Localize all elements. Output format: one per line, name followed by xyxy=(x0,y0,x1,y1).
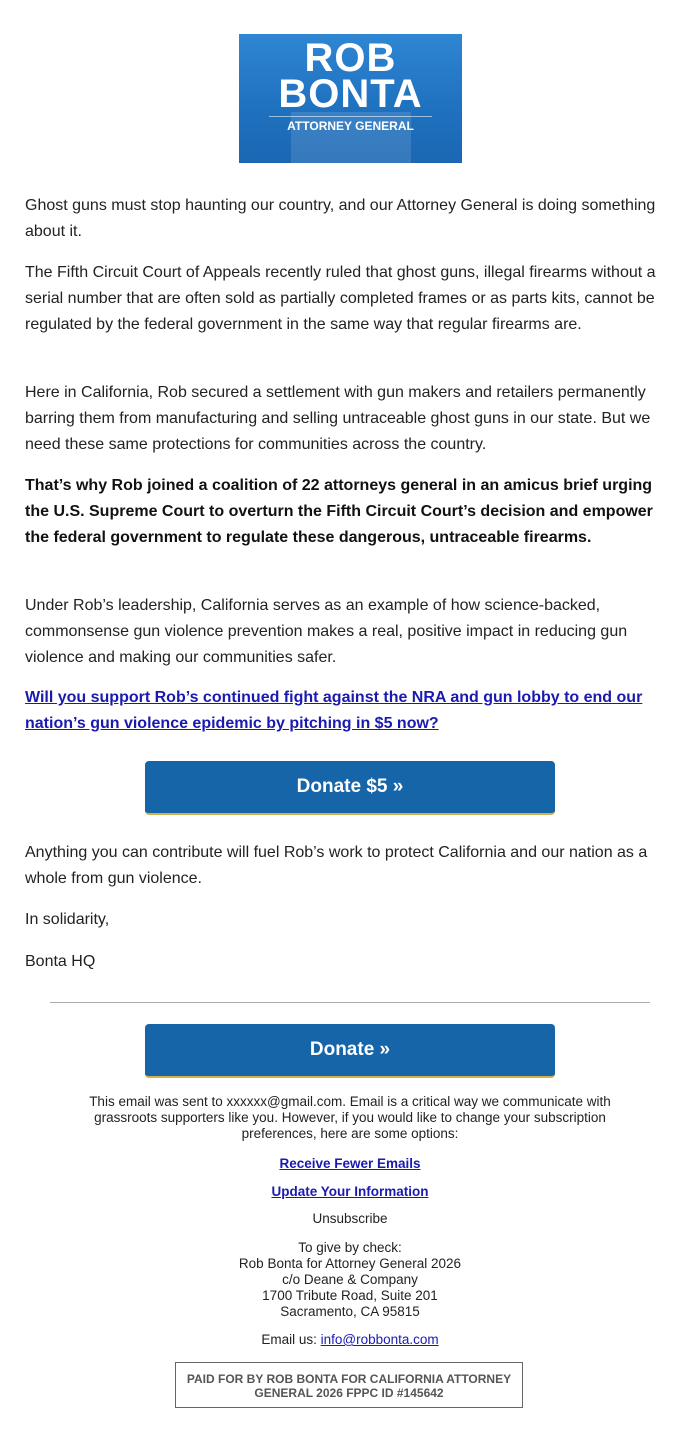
signature xyxy=(25,949,677,975)
check-address-block xyxy=(60,1240,640,1320)
paragraph-2 xyxy=(25,260,677,338)
logo-line-attorney-general: ATTORNEY GENERAL xyxy=(269,116,432,133)
logo-line-bonta: BONTA xyxy=(278,72,423,116)
check-line-1: To give by check: xyxy=(298,1240,402,1255)
footer-email-us xyxy=(60,1332,640,1348)
check-line-3: c/o Deane & Company xyxy=(282,1272,418,1287)
paragraph-1 xyxy=(25,193,677,245)
paragraph-1-text: Ghost guns must stop haunting our country, and our Attorney General is doing something about it. xyxy=(25,197,656,240)
signoff-text: In solidarity, xyxy=(25,911,110,928)
paragraph-3-text: Here in California, Rob secured a settlement with gun makers and retailers permanently barring them from manufacturing and selling untraceable ghost guns in our state. But we need these same protections for communities across the country. xyxy=(25,384,651,453)
donate-button[interactable]: Donate » xyxy=(145,1024,555,1078)
cta-donate-link[interactable]: Will you support Rob’s continued fight against the NRA and gun lobby to end our nation’s gun violence epidemic by pitching in $5 now? xyxy=(25,689,643,732)
email-us-label: Email us: xyxy=(261,1332,317,1347)
cta-paragraph xyxy=(25,685,677,737)
paragraph-4-text: That’s why Rob joined a coalition of 22 attorneys general in an amicus brief urging the U.S. Supreme Court to overturn the Fifth Circuit Court’s decision and empower the federal government to regulate these dangerous, untraceable firearms. xyxy=(25,477,653,546)
paragraph-2-text: The Fifth Circuit Court of Appeals recently ruled that ghost guns, illegal firearms without a serial number that are often sold as partially completed frames or as parts kits, cannot be regulated by the federal government in the same way that regular firearms are. xyxy=(25,264,656,333)
signature-text: Bonta HQ xyxy=(25,953,96,970)
after-paragraph xyxy=(25,840,677,892)
footer-fewer-emails xyxy=(60,1156,640,1172)
after-paragraph-text: Anything you can contribute will fuel Rob’s work to protect California and our nation as a whole from gun violence. xyxy=(25,844,648,887)
paid-for-disclaimer: PAID FOR BY ROB BONTA FOR CALIFORNIA ATTORNEY GENERAL 2026 FPPC ID #145642 xyxy=(175,1362,523,1408)
donate-5-button[interactable]: Donate $5 » xyxy=(145,761,555,815)
signoff xyxy=(25,907,677,933)
footer-update-info xyxy=(60,1184,640,1200)
paragraph-3 xyxy=(25,380,677,458)
rob-bonta-logo xyxy=(239,34,462,163)
paragraph-4-bold xyxy=(25,473,677,551)
update-your-information-link[interactable]: Update Your Information xyxy=(271,1184,429,1199)
check-line-4: 1700 Tribute Road, Suite 201 xyxy=(262,1288,438,1303)
check-line-2: Rob Bonta for Attorney General 2026 xyxy=(238,1256,462,1271)
paragraph-5 xyxy=(25,593,677,671)
logo-line-rob: ROB xyxy=(304,36,397,80)
paragraph-5-text: Under Rob’s leadership, California serves as an example of how science-backed, commonsense gun violence prevention makes a real, positive impact in reducing gun violence and making our communities safer. xyxy=(25,597,628,666)
footer-notice: This email was sent to xxxxxx@gmail.com. Email is a critical way we communicate with grassroots supporters like you. However, if you would like to change your subscription preferences, here are some options: xyxy=(89,1094,611,1141)
unsubscribe-link[interactable]: Unsubscribe xyxy=(312,1211,388,1226)
check-line-5: Sacramento, CA 95815 xyxy=(280,1304,420,1319)
receive-fewer-emails-link[interactable]: Receive Fewer Emails xyxy=(279,1156,421,1171)
footer-divider xyxy=(50,1002,650,1003)
email-us-link[interactable]: info@robbonta.com xyxy=(320,1332,439,1347)
